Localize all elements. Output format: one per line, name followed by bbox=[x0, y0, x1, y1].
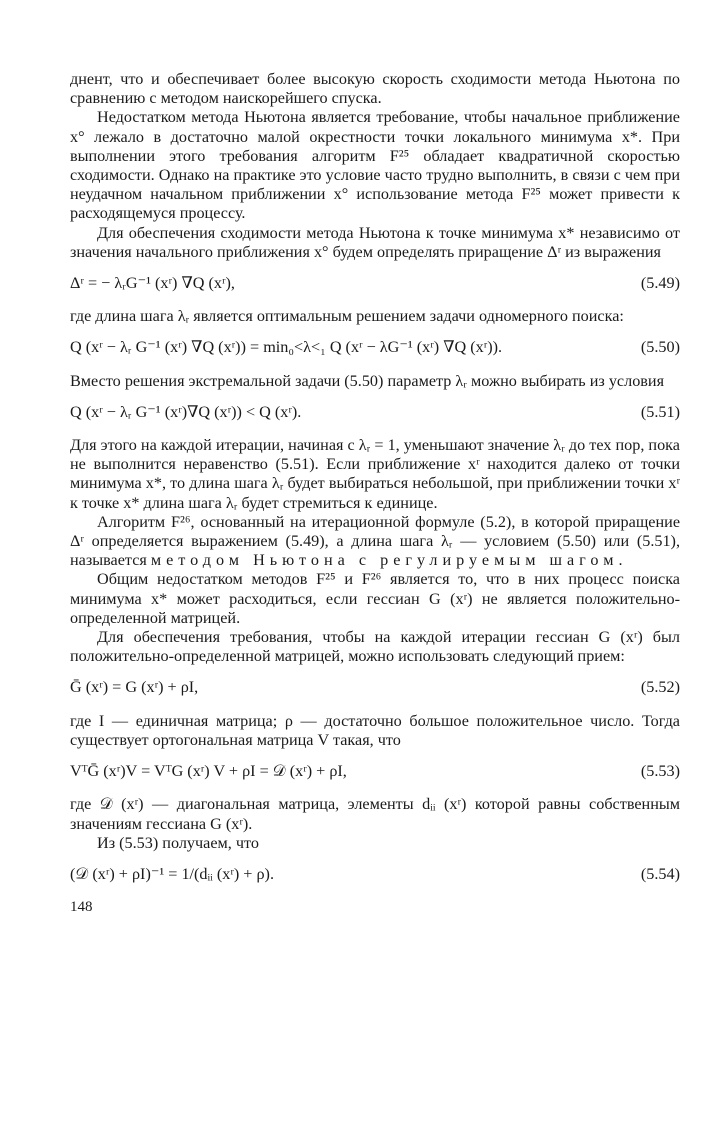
text-column bbox=[70, 70, 680, 917]
equation-body: Q (xʳ − λᵣ G⁻¹ (xʳ)∇Q (xʳ)) < Q (xʳ). bbox=[70, 402, 302, 421]
paragraph-1: днент, что и обеспечивает более высокую скорость сходимости метода Ньютона по сравнению с методом наискорейшего спуска. bbox=[70, 70, 680, 108]
paragraph-7 bbox=[70, 513, 680, 571]
paragraph-4: где длина шага λᵣ является оптимальным решением задачи одномерного поиска: bbox=[70, 307, 624, 326]
paragraph-8: Общим недостатком методов F²⁵ и F²⁶ является то, что в них процесс поиска минимума x* может расходиться, если гессиан G (xʳ) не является положительно-определенной матрицей. bbox=[70, 570, 680, 627]
equation-body: Ḡ (xʳ) = G (xʳ) + ρI, bbox=[70, 678, 199, 697]
paragraph-2: Недостатком метода Ньютона является требование, чтобы начальное приближение x° лежало в достаточно малой окрестности точки локального минимума x*. При выполнении этого требования алгоритм F²⁵ обладает квадратичной скоростью сходимости. Однако на практике это условие часто трудно выполнить, в связи с чем при неудачном начальном приближении x° использование метода F²⁵ может привести к расходящемуся процессу. bbox=[70, 108, 680, 223]
equation-number: (5.50) bbox=[640, 338, 680, 357]
paragraph-6: Для этого на каждой итерации, начиная с λᵣ = 1, уменьшают значение λᵣ до тех пор, пока не выполнится неравенство (5.51). Если приближение xʳ находится далеко от точки минимума x*, то длина шага λᵣ будет выбираться небольшой, при приближении точки xʳ к точке x* длина шага λᵣ будет стремиться к единице. bbox=[70, 436, 680, 512]
paragraph-12: Из (5.53) получаем, что bbox=[97, 833, 259, 852]
equation-5-54 bbox=[70, 865, 680, 884]
equation-number: (5.53) bbox=[640, 762, 680, 781]
equation-number: (5.49) bbox=[640, 274, 680, 293]
equation-body: VᵀḠ (xʳ)V = VᵀG (xʳ) V + ρI = 𝒟 (xʳ) + ρI, bbox=[70, 762, 347, 781]
paragraph-3: Для обеспечения сходимости метода Ньютона к точке минимума x* независимо от значения начального приближения x° будем определять приращение Δʳ из выражения bbox=[70, 223, 680, 261]
paragraph-7-text: Алгоритм F²⁶, основанный на итерационной формуле (5.2), в которой приращение Δʳ определяется выражением (5.49), а длина шага λᵣ — условием (5.50) или (5.51), называется bbox=[70, 512, 680, 570]
paragraph-11: где 𝒟 (xʳ) — диагональная матрица, элементы dᵢᵢ (xʳ) которой равны собственным значениям гессиана G (xʳ). bbox=[70, 795, 680, 833]
equation-5-49 bbox=[70, 274, 680, 293]
equation-5-51 bbox=[70, 403, 680, 422]
equation-body: Q (xʳ − λᵣ G⁻¹ (xʳ) ∇Q (xʳ)) = min₀<λ<₁ Q (xʳ − λG⁻¹ (xʳ) ∇Q (xʳ)). bbox=[70, 338, 503, 357]
paragraph-10: где I — единичная матрица; ρ — достаточно большое положительное число. Тогда существует ортогональная матрица V такая, что bbox=[70, 711, 680, 749]
equation-number: (5.51) bbox=[640, 402, 680, 421]
equation-5-53 bbox=[70, 762, 680, 781]
equation-body: Δʳ = − λᵣG⁻¹ (xʳ) ∇Q (xʳ), bbox=[70, 274, 235, 293]
equation-number: (5.52) bbox=[640, 678, 680, 697]
equation-number: (5.54) bbox=[640, 864, 680, 883]
equation-5-52 bbox=[70, 678, 680, 697]
paragraph-9: Для обеспечения требования, чтобы на каждой итерации гессиан G (xʳ) был положительно-определенной матрицей, можно использовать следующий прием: bbox=[70, 628, 680, 666]
paragraph-5: Вместо решения экстремальной задачи (5.50) параметр λᵣ можно выбирать из условия bbox=[70, 371, 665, 390]
equation-5-50 bbox=[70, 338, 680, 357]
equation-body: (𝒟 (xʳ) + ρI)⁻¹ = 1/(dᵢᵢ (xʳ) + ρ). bbox=[70, 864, 274, 883]
method-term: методом Ньютона с регулируемым шагом. bbox=[150, 551, 628, 570]
page-number: 148 bbox=[70, 899, 93, 916]
